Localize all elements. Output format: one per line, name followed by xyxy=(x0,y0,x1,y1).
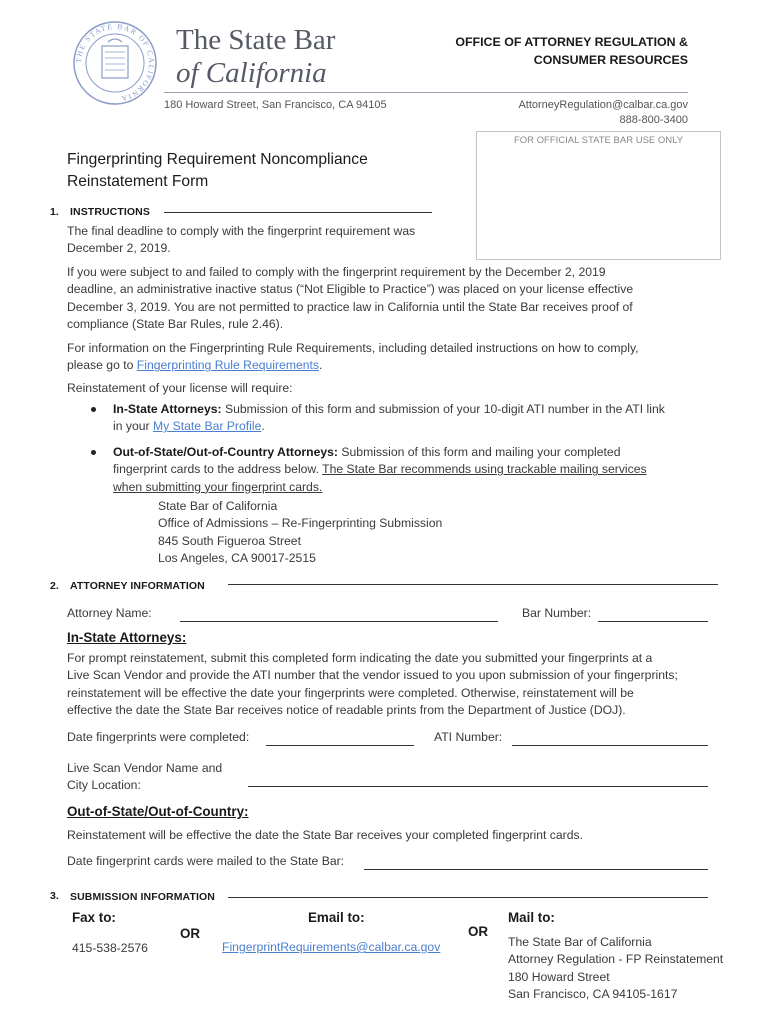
bar-number-field[interactable] xyxy=(598,621,708,622)
outstate-heading: Out-of-State/Out-of-Country: xyxy=(67,804,249,819)
section2-rule xyxy=(228,584,718,585)
vendor-label: Live Scan Vendor Name and City Location: xyxy=(67,761,223,793)
office-name xyxy=(430,33,688,69)
my-state-bar-profile-link[interactable]: My State Bar Profile xyxy=(152,419,262,434)
or-separator-2: OR xyxy=(468,924,489,939)
submission-email-link[interactable]: FingerprintRequirements@calbar.ca.gov xyxy=(222,940,441,954)
official-use-label: FOR OFFICIAL STATE BAR USE ONLY xyxy=(513,135,684,146)
form-title xyxy=(67,149,368,193)
office-line2: CONSUMER RESOURCES xyxy=(533,53,688,67)
bullet-outstate: Out-of-State/Out-of-Country Attorneys: Submission of this form and mailing your completed fingerprint cards to the address below. The State Bar recommends using trackable mailing services when submitting your fingerprint cards. xyxy=(113,445,647,494)
header-divider xyxy=(164,92,688,93)
org-name-line1: The State Bar xyxy=(176,24,336,56)
mailed-date-field[interactable] xyxy=(364,869,708,870)
bullet-dot xyxy=(91,407,96,412)
mail-address-block: The State Bar of California Attorney Regulation - FP Reinstatement 180 Howard Street San Francisco, CA 94105-1617 xyxy=(508,935,724,1002)
fingerprinting-rule-link[interactable]: Fingerprinting Rule Requirements xyxy=(136,358,320,373)
office-line1: OFFICE OF ATTORNEY REGULATION & xyxy=(455,35,688,49)
mailed-date-label: Date fingerprint cards were mailed to the State Bar: xyxy=(67,854,345,868)
outstate-text: Reinstatement will be effective the date the State Bar receives your completed fingerprint cards. xyxy=(67,828,583,842)
header-email: AttorneyRegulation@calbar.ca.gov xyxy=(518,99,688,111)
instructions-para4: Reinstatement of your license will require: xyxy=(67,381,293,395)
fax-number: 415-538-2576 xyxy=(72,941,148,955)
section1-rule xyxy=(164,212,432,213)
form-title-line2: Reinstatement Form xyxy=(67,173,209,190)
section3-rule xyxy=(228,897,708,898)
bullet-dot xyxy=(91,450,96,455)
mailing-address-block: State Bar of California Office of Admissions – Re-Fingerprinting Submission 845 South Figueroa Street Los Angeles, CA 90017-2515 xyxy=(158,499,443,566)
mail-heading: Mail to: xyxy=(508,910,555,925)
section1-title: INSTRUCTIONS xyxy=(70,206,150,218)
attorney-name-label: Attorney Name: xyxy=(67,606,152,620)
ati-number-label: ATI Number: xyxy=(434,730,503,744)
section3-number: 3. xyxy=(50,890,59,902)
form-title-line1: Fingerprinting Requirement Noncompliance xyxy=(67,151,368,168)
instructions-para1: The final deadline to comply with the fingerprint requirement was December 2, 2019. xyxy=(67,224,416,256)
instate-paragraph: For prompt reinstatement, submit this completed form indicating the date you submitted your fingerprints at a Live Scan Vendor and provide the ATI number that the vendor issued to you upon submission of your fingerprints; reinstatement will be effective the date your fingerprints were completed. Otherwise, reinstatement will be effective the date the State Bar receives notice of readable prints from the Department of Justice (DOJ). xyxy=(67,651,678,718)
date-completed-label: Date fingerprints were completed: xyxy=(67,730,250,744)
instructions-para2: If you were subject to and failed to comply with the fingerprint requirement by the December 2, 2019 deadline, an administrative inactive status (“Not Eligible to Practice”) was placed on your license effective December 3, 2019. You are not permitted to practice law in California until the State Bar receives proof of compliance (State Bar Rules, rule 2.46). xyxy=(67,265,634,332)
attorney-name-field[interactable] xyxy=(180,621,498,622)
fax-heading: Fax to: xyxy=(72,910,116,925)
section2-title: ATTORNEY INFORMATION xyxy=(70,580,205,592)
official-use-box xyxy=(476,131,721,260)
svg-text:THE STATE BAR OF CALIFORNIA: THE STATE BAR OF CALIFORNIA xyxy=(73,21,157,104)
section3-title: SUBMISSION INFORMATION xyxy=(70,891,215,903)
vendor-field[interactable] xyxy=(248,786,708,787)
date-completed-field[interactable] xyxy=(266,745,414,746)
header-address: 180 Howard Street, San Francisco, CA 94105 xyxy=(164,99,387,111)
or-separator-1: OR xyxy=(180,926,201,941)
state-bar-seal-logo xyxy=(72,20,158,106)
org-name-line2: of California xyxy=(176,57,327,89)
email-heading: Email to: xyxy=(308,910,365,925)
bullet-instate: In-State Attorneys: Submission of this form and submission of your 10-digit ATI number in the ATI link in your My State Bar Profile. xyxy=(113,402,665,434)
instructions-para3: For information on the Fingerprinting Rule Requirements, including detailed instructions on how to comply, please go to Fingerprinting Rule Requirements. xyxy=(67,341,639,373)
section2-number: 2. xyxy=(50,580,59,592)
ati-number-field[interactable] xyxy=(512,745,708,746)
bar-number-label: Bar Number: xyxy=(522,606,592,620)
instate-heading: In-State Attorneys: xyxy=(67,630,187,645)
section1-number: 1. xyxy=(50,206,59,218)
header-phone: 888-800-3400 xyxy=(619,114,688,126)
